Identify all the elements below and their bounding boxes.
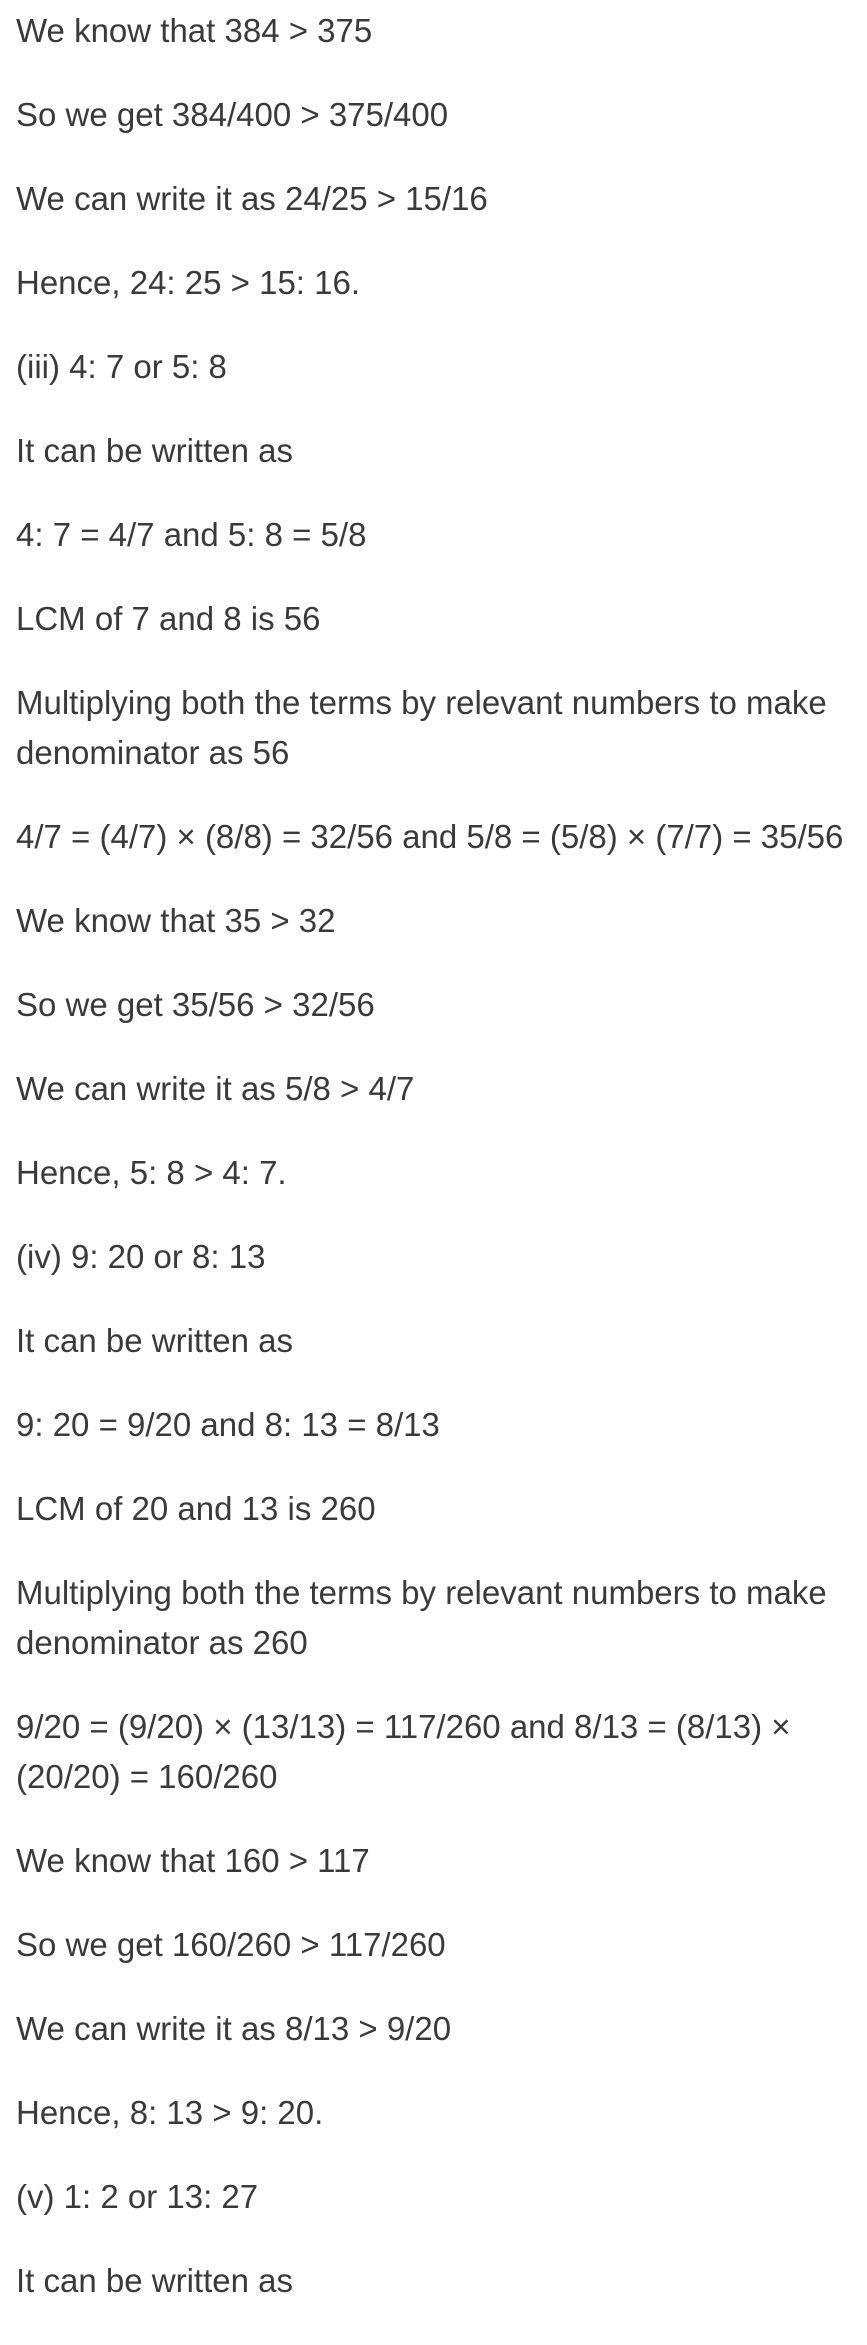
text-line: We can write it as 5/8 > 4/7 <box>16 1070 415 1107</box>
text-line: Hence, 5: 8 > 4: 7. <box>16 1154 287 1191</box>
text-line: We know that 384 > 375 <box>16 12 373 49</box>
document-body <box>0 6 861 2306</box>
text-line: We know that 35 > 32 <box>16 902 336 939</box>
text-line: 9/20 = (9/20) × (13/13) = 117/260 and 8/13 = (8/13) × (20/20) = 160/260 <box>16 1708 791 1795</box>
text-line: 4: 7 = 4/7 and 5: 8 = 5/8 <box>16 516 367 553</box>
text-line: It can be written as <box>16 2262 293 2299</box>
text-line: LCM of 7 and 8 is 56 <box>16 600 321 637</box>
text-line: Hence, 24: 25 > 15: 16. <box>16 264 361 301</box>
section-heading: (iii) 4: 7 or 5: 8 <box>16 348 227 385</box>
text-line: 4/7 = (4/7) × (8/8) = 32/56 and 5/8 = (5/8) × (7/7) = 35/56 <box>16 818 844 855</box>
section-heading: (iv) 9: 20 or 8: 13 <box>16 1238 266 1275</box>
text-line: LCM of 20 and 13 is 260 <box>16 1490 376 1527</box>
text-line: It can be written as <box>16 1322 293 1359</box>
text-line: Multiplying both the terms by relevant numbers to make denominator as 260 <box>16 1574 827 1661</box>
text-line: So we get 35/56 > 32/56 <box>16 986 375 1023</box>
text-line: We know that 160 > 117 <box>16 1842 370 1879</box>
text-line: We can write it as 8/13 > 9/20 <box>16 2010 452 2047</box>
text-line: Multiplying both the terms by relevant numbers to make denominator as 56 <box>16 684 827 771</box>
text-line: So we get 160/260 > 117/260 <box>16 1926 446 1963</box>
section-heading: (v) 1: 2 or 13: 27 <box>16 2178 259 2215</box>
text-line: We can write it as 24/25 > 15/16 <box>16 180 488 217</box>
text-line: It can be written as <box>16 432 293 469</box>
text-line: Hence, 8: 13 > 9: 20. <box>16 2094 324 2131</box>
text-line: So we get 384/400 > 375/400 <box>16 96 449 133</box>
text-line: 9: 20 = 9/20 and 8: 13 = 8/13 <box>16 1406 440 1443</box>
